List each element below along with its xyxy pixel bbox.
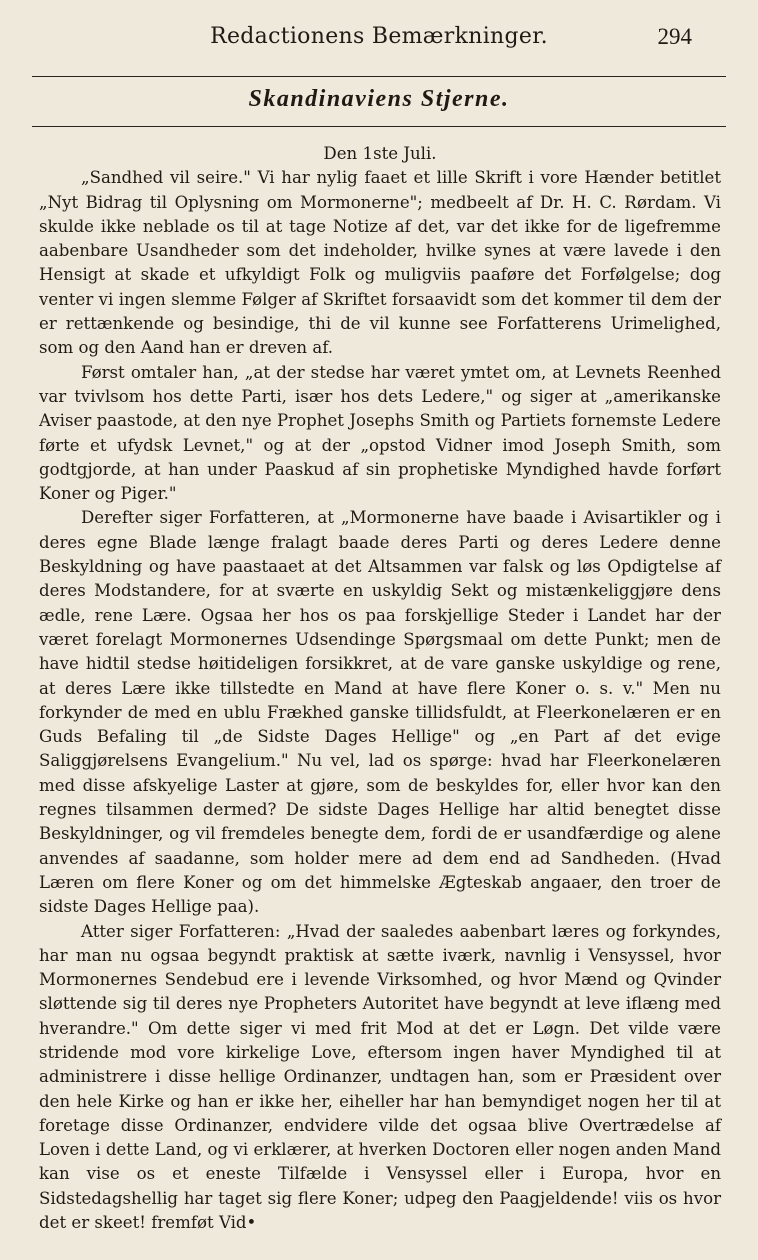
paragraph-2: Først omtaler han, „at der stedse har været ymtet om, at Levnets Reenhed var tvivlsom hos dette Parti, især hos dets Ledere," og siger at „amerikanske Aviser paastode, at den nye Prophet Josephs Smith og Partiets fornemste Ledere førte et ufydsk Levnet," og at der „opstod Vidner imod Joseph Smith, som godtgjorde, at han under Paaskud af sin prophetiske Myndighed havde forført Koner og Piger." — [39, 362, 721, 504]
paragraph-1: „Sandhed vil seire." Vi har nylig faaet et lille Skrift i vore Hænder betitlet „Nyt Bidrag til Oplysning om Mormonerne"; medbeelt af Dr. H. C. Rørdam. Vi skulde ikke neblade os til at tage Notize af det, var det ikke for de ligefremme aabenbare Usandheder som det indeholder, hvilke synes at være lavede i den Hensigt at skade et ufkyldigt Folk og muligviis paaføre det Forfølgelse; dog venter vi ingen slemme Følger af Skriftet forsaavidt som det kommer til dem der er rettænkende og besindige, thi de vil kunne see Forfatterens Urimelighed, som og den Aand han er dreven af. — [39, 168, 721, 358]
top-rule — [32, 76, 726, 77]
bottom-rule — [32, 126, 726, 127]
section-title: Skandinaviens Stjerne. — [248, 86, 510, 112]
dateline: Den 1ste Juli. — [323, 144, 437, 163]
paragraph-4: Atter siger Forfatteren: „Hvad der saaledes aabenbart læres og forkyndes, har man nu ogsaa begyndt praktisk at sætte iværk, navnlig i Vensyssel, hvor Mormonernes Sendebud ere i levende Virksomhed, og hvor Mænd og Qvinder sløttende sig til deres nye Propheters Autoritet have begyndt at leve iflæng med hverandre." Om dette siger vi med frit Mod at det er Løgn. Det vilde være stridende mod vore kirkelige Love, eftersom ingen haver Myndighed til at administrere i disse hellige Ordinanzer, undtagen han, som er Præsident over den hele Kirke og han er ikke her, eiheller har han bemyndiget nogen her til at foretage disse Ordinanzer, endvidere vilde det ogsaa blive Overtrædelse af Loven i dette Land, og vi erklærer, at hverken Doctoren eller nogen anden Mand kan vise os et eneste Tilfælde i Vensyssel eller i Europa, hvor en Sidstedagshellig har taget sig flere Koner; udpeg den Paagjeldende! viis os hvor det er skeet! fremføt Vid• — [39, 921, 721, 1233]
article-body — [39, 142, 721, 1235]
running-head — [0, 24, 758, 54]
running-title: Redactionens Bemærkninger. — [210, 24, 548, 49]
page-number: 294 — [657, 24, 692, 49]
paragraph-3: Derefter siger Forfatteren, at „Mormonerne have baade i Avisartikler og i deres egne Blade længe fralagt baade deres Parti og deres Ledere denne Beskyldning og have paastaaet at det Altsammen var falsk og løs Opdigtelse af deres Modstandere, for at sværte en uskyldig Sekt og mistænkeliggjøre dens ædle, rene Lære. Ogsaa her hos os paa forskjellige Steder i Landet har der været forelagt Mormonernes Udsendinge Spørgsmaal om dette Punkt; men de have hidtil stedse høitideligen forsikkret, at de vare ganske uskyldige og rene, at deres Lære ikke tillstedte en Mand at have flere Koner o. s. v." Men nu forkynder de med en ublu Frækhed ganske tillidsfuldt, at Fleerkonelæren er en Guds Befaling til „de Sidste Dages Hellige" og „en Part af det evige Saliggjørelsens Evangelium." Nu vel, lad os spørge: hvad har Fleerkonelæren med disse afskyelige Laster at gjøre, som de beskyldes for, eller hvor kan den regnes tilsammen dermed? De sidste Dages Hellige har altid benegtet disse Beskyldninger, og vil fremdeles benegte dem, fordi de er usandfærdige og alene anvendes af saadanne, som holder mere ad dem end ad Sandheden. (Hvad Læren om flere Koner og om det himmelske Ægteskab angaaer, den troer de sidste Dages Hellige paa). — [39, 508, 721, 917]
